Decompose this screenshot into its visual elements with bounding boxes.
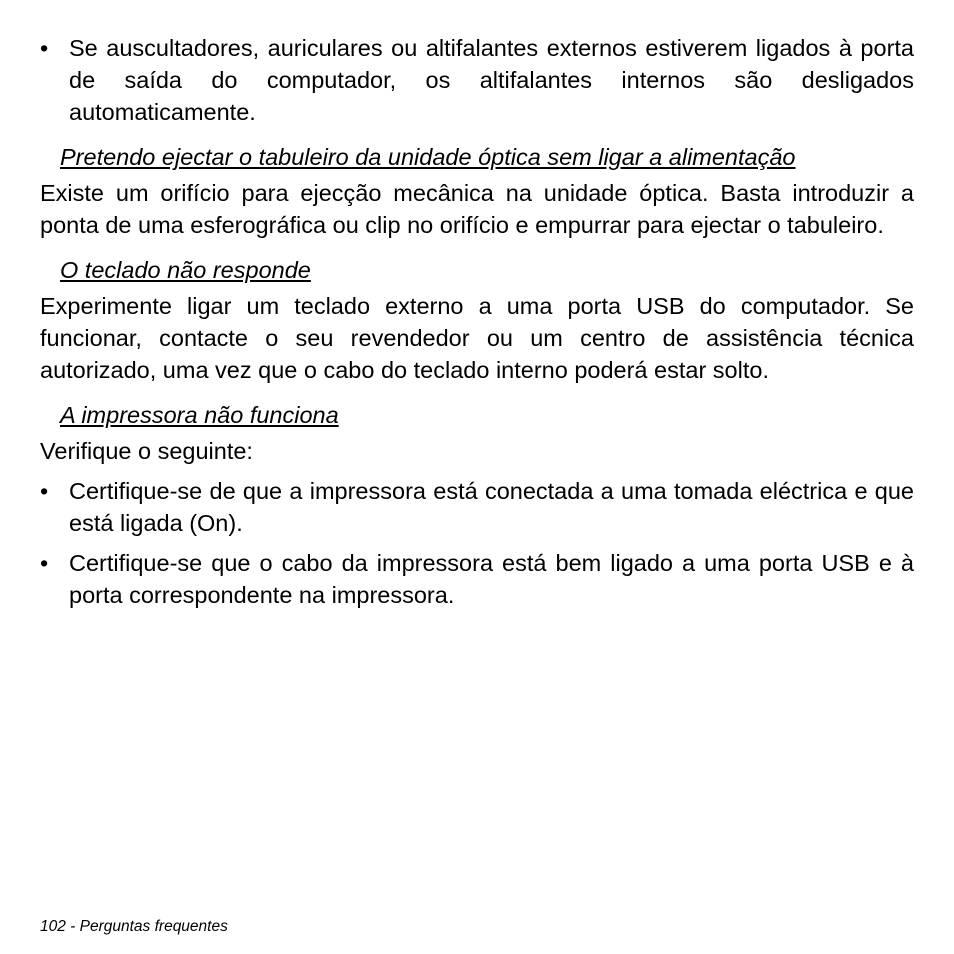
bullet-text: Certifique-se de que a impressora está conectada a uma tomada eléctrica e que está ligada (On). — [69, 478, 914, 536]
section-optical-drive — [40, 141, 914, 241]
section-keyboard — [40, 254, 914, 386]
printer-bullet-list — [40, 475, 914, 611]
section-heading: A impressora não funciona — [60, 402, 339, 428]
section-heading: O teclado não responde — [60, 257, 311, 283]
page-footer: 102 - Perguntas frequentes — [40, 918, 228, 935]
document-page — [40, 32, 914, 611]
list-item — [40, 32, 914, 128]
bullet-icon: • — [40, 478, 49, 504]
bullet-text: Certifique-se que o cabo da impressora está bem ligado a uma porta USB e à porta correspondente na impressora. — [69, 550, 914, 608]
bullet-text: Se auscultadores, auriculares ou altifalantes externos estiverem ligados à porta de saída do computador, os altifalantes internos são desligados automaticamente. — [69, 35, 914, 125]
section-body: Existe um orifício para ejecção mecânica na unidade óptica. Basta introduzir a ponta de uma esferográfica ou clip no orifício e empurrar para ejectar o tabuleiro. — [40, 180, 914, 238]
list-item — [40, 475, 914, 539]
intro-bullet-list — [40, 32, 914, 128]
bullet-icon: • — [40, 35, 49, 61]
section-body: Verifique o seguinte: — [40, 438, 253, 464]
section-heading: Pretendo ejectar o tabuleiro da unidade óptica sem ligar a alimentação — [60, 144, 796, 170]
section-body: Experimente ligar um teclado externo a uma porta USB do computador. Se funcionar, contacte o seu revendedor ou um centro de assistência técnica autorizado, uma vez que o cabo do teclado interno poderá estar solto. — [40, 293, 914, 383]
bullet-icon: • — [40, 550, 49, 576]
list-item — [40, 547, 914, 611]
section-printer — [40, 399, 914, 611]
